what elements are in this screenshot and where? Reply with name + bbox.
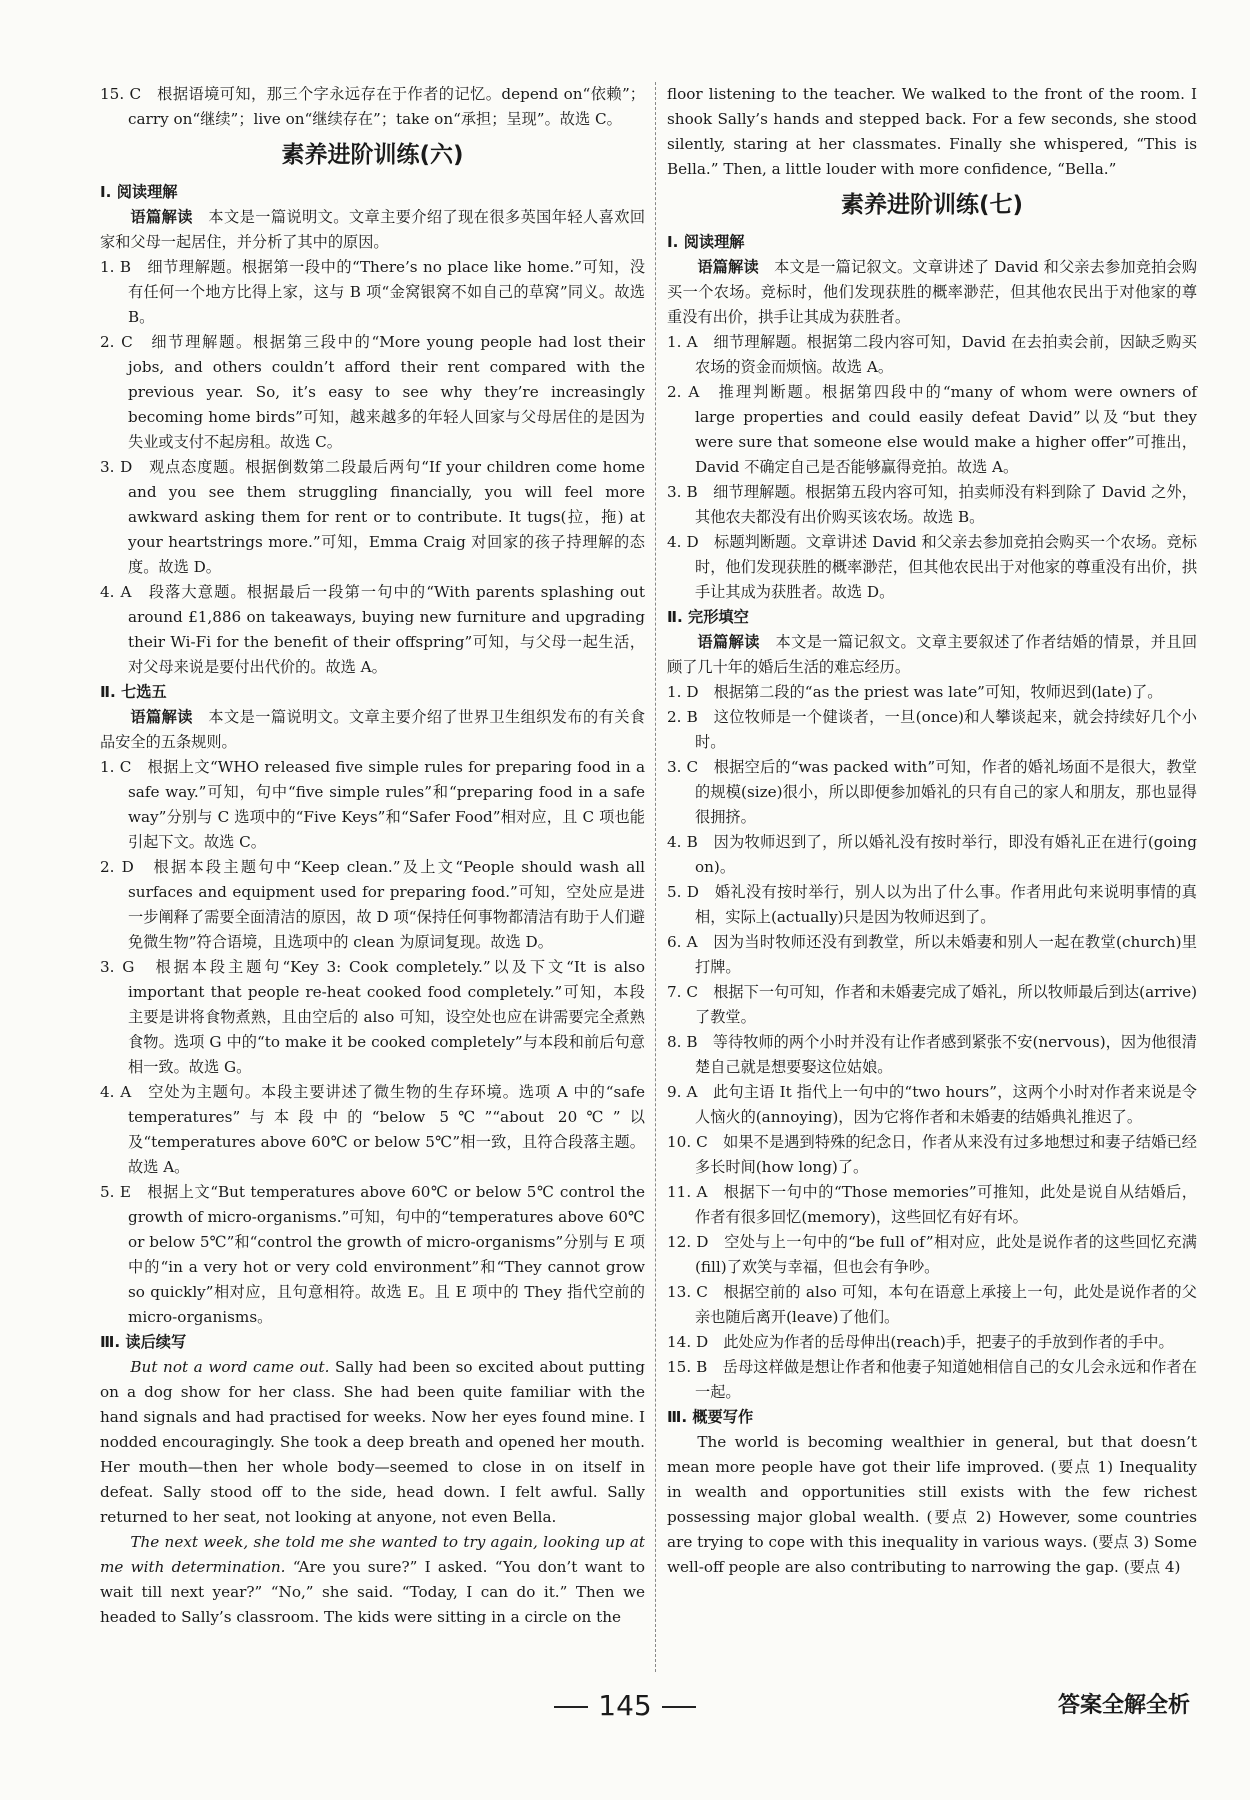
left-column bbox=[100, 82, 645, 1630]
part-continuation-heading: Ⅲ. 读后续写 bbox=[100, 1333, 187, 1351]
page-number bbox=[520, 1686, 730, 1726]
answer-item: 8. B 等待牧师的两个小时并没有让作者感到紧张不安(nervous)，因为他很清楚自己就是想要娶这位姑娘。 bbox=[667, 1033, 1197, 1076]
answer-item: 5. D 婚礼没有按时举行，别人以为出了什么事。作者用此句来说明事情的真相，实际上(actually)只是因为牧师迟到了。 bbox=[667, 883, 1197, 926]
answer-item: 1. C 根据上文“WHO released five simple rules for preparing food in a safe way.”可知，句中“five simple rules”和“preparing food in a safe way”分别与 C 选项中的“Five Keys”和“Safer Food”相对应，且 C 项也能引起下文。故选 C。 bbox=[100, 758, 645, 851]
passage-analysis bbox=[100, 705, 645, 755]
part-reading-heading: Ⅰ. 阅读理解 bbox=[100, 183, 178, 201]
page-number-text: 145 bbox=[598, 1689, 652, 1722]
page-footer bbox=[0, 1686, 1250, 1726]
passage-analysis bbox=[667, 255, 1197, 330]
answer-item: 11. A 根据下一句中的“Those memories”可推知，此处是说自从结婚后，作者有很多回忆(memory)，这些回忆有好有坏。 bbox=[667, 1183, 1197, 1226]
answer-item: 14. D 此处应为作者的岳母伸出(reach)手，把妻子的手放到作者的手中。 bbox=[667, 1333, 1174, 1351]
story-paragraph-2 bbox=[100, 1530, 645, 1630]
footer-label: 答案全解全析 bbox=[1057, 1693, 1190, 1718]
answer-item: 4. A 空处为主题句。本段主要讲述了微生物的生存环境。选项 A 中的“safe temperatures”与本段中的“below 5℃”“about 20℃”以及“temperatures above 60℃ or below 5℃”相一致，且符合段落主题。故选 A。 bbox=[100, 1083, 645, 1176]
answer-item: 1. D 根据第二段的“as the priest was late”可知，牧师迟到(late)了。 bbox=[667, 683, 1163, 701]
answer-item: 10. C 如果不是遇到特殊的纪念日，作者从来没有过多地想过和妻子结婚已经多长时间(how long)了。 bbox=[667, 1133, 1197, 1176]
answer-item: 4. A 段落大意题。根据最后一段第一句中的“With parents splashing out around £1,886 on takeaways, buying new furniture and upgrading their Wi-Fi for the benefit of their offspring”可知，与父母一起生活，对父母来说是要付出代价的。故选 A。 bbox=[100, 583, 645, 676]
answer-item: 5. E 根据上文“But temperatures above 60℃ or below 5℃ control the growth of micro-organisms.”可知，句中的“temperatures above 60℃ or below 5℃”和“control the growth of micro-organisms”分别与 E 项中的“in a very hot or very cold environment”和“They cannot grow so quickly”相对应，且句意相符。故选 E。且 E 项中的 They 指代空前的 micro-organisms。 bbox=[100, 1183, 645, 1326]
answer-item: 7. C 根据下一句可知，作者和未婚妻完成了婚礼，所以牧师最后到达(arrive)了教堂。 bbox=[667, 983, 1197, 1026]
summary-paragraph: The world is becoming wealthier in general, but that doesn’t mean more people have got their life improved. (要点 1) Inequality in wealth and opportunities still exists with the few richest possessing major global wealth. (要点 2) However, some countries are trying to cope with this inequality in various ways. (要点 3) Some well-off people are also contributing to narrowing the gap. (要点 4) bbox=[667, 1433, 1197, 1576]
answer-item: 4. B 因为牧师迟到了，所以婚礼没有按时举行，即没有婚礼正在进行(going on)。 bbox=[667, 833, 1197, 876]
analysis-label: 语篇解读 bbox=[130, 708, 193, 726]
passage-analysis bbox=[100, 205, 645, 255]
story-text: Sally had been so excited about putting on a dog show for her class. She had been quite familiar with the hand signals and had practised for weeks. Now her eyes found mine. I nodded encouragingly. She took a deep breath and opened her mouth. Her mouth—then her whole body—seemed to close in on itself in defeat. Sally stood off to the side, head down. I felt awful. Sally returned to her seat, not looking at anyone, not even Bella. bbox=[100, 1358, 645, 1526]
answer-item: 13. C 根据空前的 also 可知，本句在语意上承接上一句，此处是说作者的父亲也随后离开(leave)了他们。 bbox=[667, 1283, 1197, 1326]
analysis-text: 本文是一篇说明文。文章主要介绍了现在很多英国年轻人喜欢回家和父母一起居住，并分析了其中的原因。 bbox=[100, 208, 646, 251]
section-title-7: 素养进阶训练(七) bbox=[840, 192, 1024, 218]
answer-item: 3. D 观点态度题。根据倒数第二段最后两句“If your children come home and you see them struggling financially, you will feel more awkward asking them for rent or to contribute. It tugs(拉，拖) at your heartstrings more.”可知，Emma Craig 对回家的孩子持理解的态度。故选 D。 bbox=[100, 458, 645, 576]
column-divider bbox=[655, 82, 656, 1672]
right-column bbox=[667, 82, 1197, 1580]
answer-item: 2. C 细节理解题。根据第三段中的“More young people had lost their jobs, and others couldn’t afford their rent compared with the previous year. So, it’s easy to see why they’re increasingly becoming home birds”可知，越来越多的年轻人回家与父母居住的是因为失业或支付不起房租。故选 C。 bbox=[100, 333, 645, 451]
answer-item: 6. A 因为当时牧师还没有到教堂，所以未婚妻和别人一起在教堂(church)里打牌。 bbox=[667, 933, 1197, 976]
answer-item: 2. D 根据本段主题句中“Keep clean.”及上文“People should wash all surfaces and equipment used for preparing food.”可知，空处应是进一步阐释了需要全面清洁的原因，故 D 项“保持任何事物都清洁有助于人们避免微生物”符合语境，且选项中的 clean 为原词复现。故选 D。 bbox=[100, 858, 645, 951]
answer-15: 15. C 根据语境可知，那三个字永远存在于作者的记忆。depend on“依赖”；carry on“继续”；live on“继续存在”；take on“承担；呈现”。故选 C。 bbox=[100, 85, 645, 128]
passage-analysis bbox=[667, 630, 1197, 680]
story-opening-italic: The next week, she told me she wanted to try again, looking up at me with determination. bbox=[100, 1533, 645, 1576]
part-seven-five-heading: Ⅱ. 七选五 bbox=[100, 683, 167, 701]
story-text: “Are you sure?” I asked. “You don’t want to wait till next year?” “No,” she said. “Today, I can do it.” Then we headed to Sally’s classroom. The kids were sitting in a circle on the bbox=[100, 1558, 645, 1626]
analysis-text: 本文是一篇说明文。文章主要介绍了世界卫生组织发布的有关食品安全的五条规则。 bbox=[100, 708, 646, 751]
analysis-label: 语篇解读 bbox=[697, 258, 759, 276]
story-opening-italic: But not a word came out. bbox=[130, 1358, 330, 1376]
story-paragraph-1 bbox=[100, 1355, 645, 1530]
answer-item: 2. B 这位牧师是一个健谈者，一旦(once)和人攀谈起来，就会持续好几个小时。 bbox=[667, 708, 1197, 751]
analysis-text: 本文是一篇记叙文。文章主要叙述了作者结婚的情景，并且回顾了几十年的婚后生活的难忘经历。 bbox=[667, 633, 1198, 676]
analysis-label: 语篇解读 bbox=[130, 208, 193, 226]
analysis-text: 本文是一篇记叙文。文章讲述了 David 和父亲去参加竞拍会购买一个农场。竞标时，他们发现获胜的概率渺茫，但其他农民出于对他家的尊重没有出价，拱手让其成为获胜者。 bbox=[667, 258, 1198, 326]
answer-item: 15. B 岳母这样做是想让作者和他妻子知道她相信自己的女儿会永远和作者在一起。 bbox=[667, 1358, 1197, 1401]
answer-item: 9. A 此句主语 It 指代上一句中的“two hours”，这两个小时对作者来说是令人恼火的(annoying)，因为它将作者和未婚妻的结婚典礼推迟了。 bbox=[667, 1083, 1197, 1126]
story-continuation: floor listening to the teacher. We walked to the front of the room. I shook Sally’s hands and stepped back. For a few seconds, she stood silently, staring at her classmates. Finally she whispered, “This is Bella.” Then, a little louder with more confidence, “Bella.” bbox=[667, 85, 1197, 178]
analysis-label: 语篇解读 bbox=[697, 633, 760, 651]
answer-item: 3. G 根据本段主题句“Key 3: Cook completely.”以及下文“It is also important that people re-heat cooked food completely.”可知，本段主要是讲将食物煮熟，且由空后的 also 可知，设空处也应在讲需要完全煮熟食物。选项 G 中的“to make it be cooked completely”与本段和前后句意相一致。故选 G。 bbox=[100, 958, 645, 1076]
part-cloze-heading: Ⅱ. 完形填空 bbox=[667, 608, 749, 626]
answer-item: 4. D 标题判断题。文章讲述 David 和父亲去参加竞拍会购买一个农场。竞标时，他们发现获胜的概率渺茫，但其他农民出于对他家的尊重没有出价，拱手让其成为获胜者。故选 D。 bbox=[667, 533, 1197, 601]
part-summary-heading: Ⅲ. 概要写作 bbox=[667, 1408, 754, 1426]
answer-item: 12. D 空处与上一句中的“be full of”相对应，此处是说作者的这些回忆充满(fill)了欢笑与幸福，但也会有争吵。 bbox=[667, 1233, 1197, 1276]
answer-item: 2. A 推理判断题。根据第四段中的“many of whom were owners of large properties and could easily defeat David”以及“but they were sure that someone else would make a higher offer”可推出，David 不确定自己是否能够赢得竞拍。故选 A。 bbox=[667, 383, 1197, 476]
answer-item: 1. B 细节理解题。根据第一段中的“There’s no place like home.”可知，没有任何一个地方比得上家，这与 B 项“金窝银窝不如自己的草窝”同义。故选 B。 bbox=[100, 258, 645, 326]
answer-item: 1. A 细节理解题。根据第二段内容可知，David 在去拍卖会前，因缺乏购买农场的资金而烦恼。故选 A。 bbox=[667, 333, 1197, 376]
section-title-6: 素养进阶训练(六) bbox=[281, 142, 464, 168]
dash-left bbox=[554, 1706, 588, 1708]
answer-item: 3. C 根据空后的“was packed with”可知，作者的婚礼场面不是很大，教堂的规模(size)很小，所以即便参加婚礼的只有自己的家人和朋友，那也显得很拥挤。 bbox=[667, 758, 1197, 826]
answer-item: 3. B 细节理解题。根据第五段内容可知，拍卖师没有料到除了 David 之外，其他农夫都没有出价购买该农场。故选 B。 bbox=[667, 483, 1197, 526]
dash-right bbox=[662, 1706, 696, 1708]
part-reading-heading: Ⅰ. 阅读理解 bbox=[667, 233, 745, 251]
